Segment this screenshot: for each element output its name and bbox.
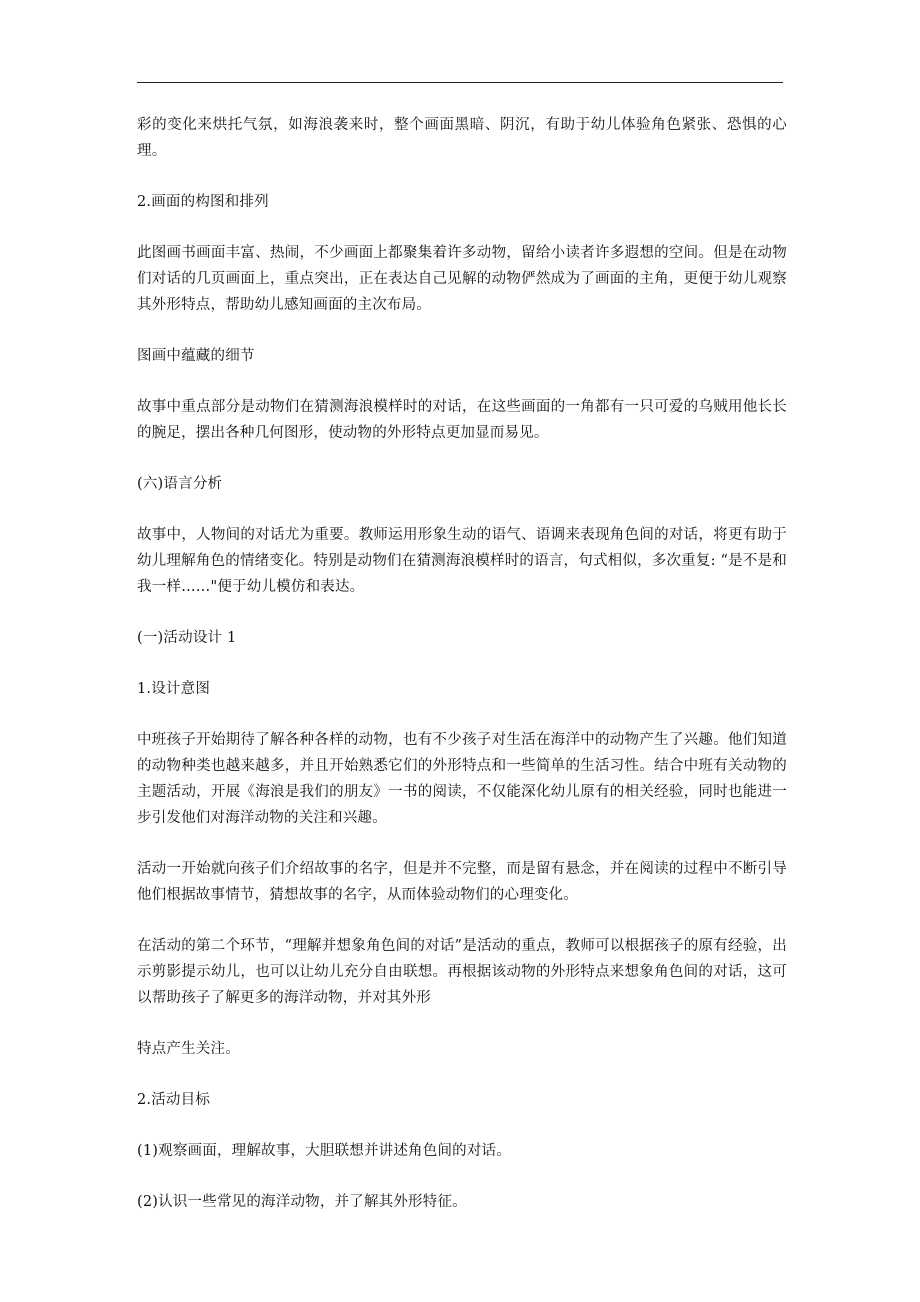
section-heading-details: 图画中蕴藏的细节	[137, 348, 255, 364]
paragraph-composition: 此图画书画面丰富、热闹，不少画面上都聚集着许多动物，留给小读者许多遐想的空间。但是在动物们对话的几页画面上，重点突出，正在表达自己见解的动物俨然成为了画面的主角，更便于幼儿观察其外形特点，帮助幼儿感知画面的主次布局。	[137, 245, 787, 313]
goal-item-1: (1)观察画面，理解故事，大胆联想并讲述角色间的对话。	[137, 1143, 511, 1159]
section-heading-goals: 2.活动目标	[137, 1092, 211, 1108]
paragraph-language: 故事中，人物间的对话尤为重要。教师运用形象生动的语气、语调来表现角色间的对话，将更有助于幼儿理解角色的情绪变化。特别是动物们在猜测海浪模样时的语言，句式相似，多次重复: “是不是和我一样……"便于幼儿模仿和表达。	[137, 527, 787, 595]
goal-item-2: (2)认识一些常见的海洋动物，并了解其外形特征。	[137, 1194, 467, 1210]
document-body	[137, 112, 787, 1240]
section-heading-design-intent: 1.设计意图	[137, 681, 211, 697]
section-heading-composition: 2.画面的构图和排列	[137, 194, 269, 210]
paragraph-design-intent: 中班孩子开始期待了解各种各样的动物，也有不少孩子对生活在海洋中的动物产生了兴趣。他们知道的动物种类也越来越多，并且开始熟悉它们的外形特点和一些简单的生活习性。结合中班有关动物的主题活动，开展《海浪是我们的朋友》一书的阅读，不仅能深化幼儿原有的相关经验，同时也能进一步引发他们对海洋动物的关注和兴趣。	[137, 732, 787, 826]
paragraph-continuation: 特点产生关注。	[137, 1041, 240, 1057]
paragraph-second-step: 在活动的第二个环节，“理解并想象角色间的对话”是活动的重点，教师可以根据孩子的原有经验，出示剪影提示幼儿，也可以让幼儿充分自由联想。再根据该动物的外形特点来想象角色间的对话，这可以帮助孩子了解更多的海洋动物，并对其外形	[137, 938, 787, 1006]
header-rule	[137, 82, 783, 83]
paragraph-color-atmosphere: 彩的变化来烘托气氛，如海浪袭来时，整个画面黑暗、阴沉，有助于幼儿体验角色紧张、恐惧的心理。	[137, 117, 787, 159]
paragraph-activity-start: 活动一开始就向孩子们介绍故事的名字，但是并不完整，而是留有悬念，并在阅读的过程中不断引导他们根据故事情节，猜想故事的名字，从而体验动物们的心理变化。	[137, 861, 787, 903]
section-heading-activity-design: (一)活动设计 1	[137, 630, 237, 646]
paragraph-details: 故事中重点部分是动物们在猜测海浪模样时的对话，在这些画面的一角都有一只可爱的乌贼用他长长的腕足，摆出各种几何图形，使动物的外形特点更加显而易见。	[137, 399, 787, 441]
section-heading-language: (六)语言分析	[137, 476, 223, 492]
